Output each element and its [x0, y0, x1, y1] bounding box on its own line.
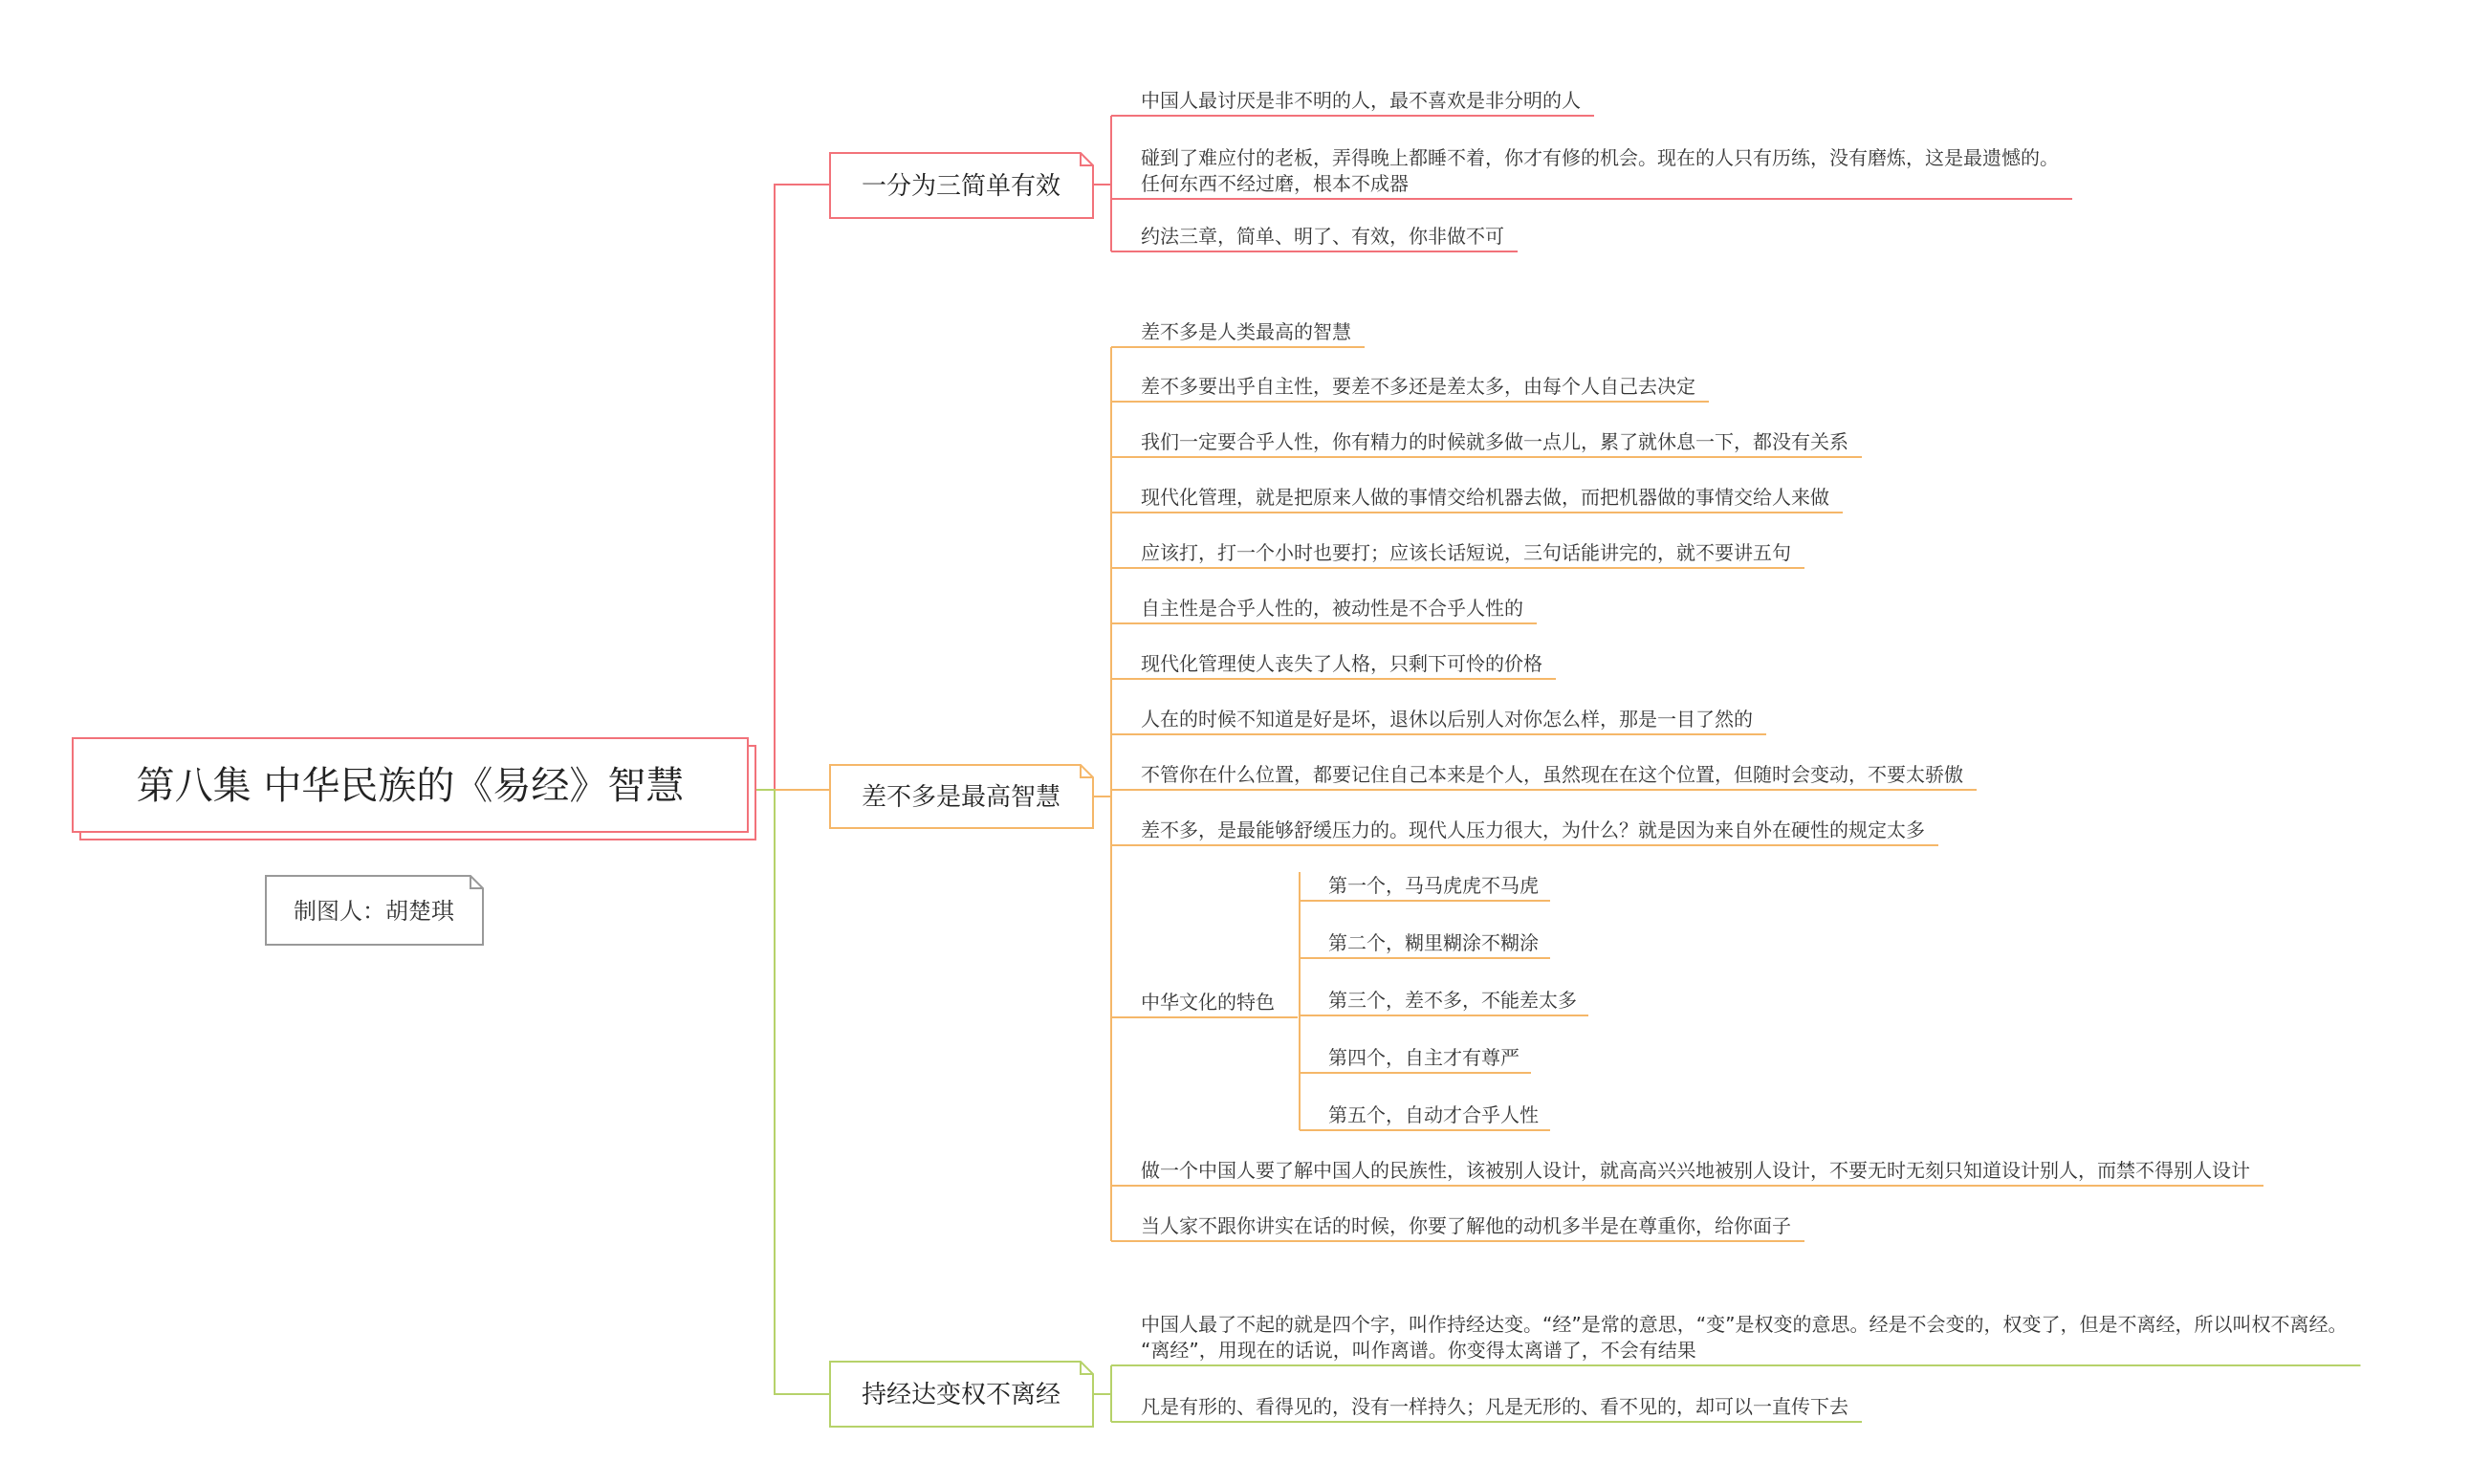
- leaf-text: 现代化管理，就是把原来人做的事情交给机器去做，而把机器做的事情交给人来做: [1141, 486, 1829, 509]
- leaf-child-item[interactable]: [1300, 1046, 1531, 1073]
- leaf-item[interactable]: [1111, 652, 1556, 679]
- leaf-item[interactable]: [1111, 430, 1862, 457]
- leaf-child-item[interactable]: [1300, 931, 1550, 958]
- leaf-text: 做一个中国人要了解中国人的民族性，该被别人设计，就高高兴兴地被别人设计，不要无时无刻只知道设计别人，而禁不得别人设计: [1141, 1159, 2250, 1182]
- branch-1-title: 一分为三简单有效: [861, 172, 1061, 201]
- branch-3-title: 持经达变权不离经: [861, 1381, 1061, 1409]
- leaf-group-label: 中华文化的特色: [1141, 991, 1275, 1014]
- branch-2-leaves: [1093, 320, 2263, 1241]
- leaf-text: 差不多要出乎自主性，要差不多还是差太多，由每个人自己去决定: [1141, 375, 1695, 398]
- leaf-child-text: 第四个，自主才有尊严: [1328, 1046, 1520, 1069]
- leaf-child-text: 第一个，马马虎虎不马虎: [1328, 874, 1539, 897]
- leaf-text: 碰到了难应付的老板，弄得晚上都睡不着，你才有修的机会。现在的人只有历练，没有磨炼，这是最遗憾的。: [1141, 146, 2059, 169]
- leaf-child-text: 第二个，糊里糊涂不糊涂: [1328, 931, 1539, 954]
- leaf-text: 自主性是合乎人性的，被动性是不合乎人性的: [1141, 597, 1523, 620]
- leaf-item[interactable]: [1111, 708, 1766, 734]
- leaf-item[interactable]: [1111, 1313, 2360, 1365]
- leaf-text: 中国人最讨厌是非不明的人，最不喜欢是非分明的人: [1141, 89, 1581, 112]
- root-node[interactable]: [73, 738, 755, 840]
- leaf-text: 任何东西不经过磨，根本不成器: [1141, 172, 1409, 195]
- leaf-text: 差不多，是最能够舒缓压力的。现代人压力很大，为什么？就是因为来自外在硬性的规定太多: [1141, 818, 1925, 841]
- leaf-item[interactable]: [1111, 375, 1709, 402]
- leaf-child-text: 第三个，差不多，不能差太多: [1328, 989, 1577, 1012]
- leaf-text: “离经”，用现在的话说，叫作离谱。你变得太离谱了，不会有结果: [1141, 1339, 1696, 1362]
- leaf-layer: [1093, 89, 2360, 1422]
- leaf-item[interactable]: [1111, 1159, 2263, 1186]
- leaf-item[interactable]: [1111, 541, 1804, 568]
- root-title: 第八集 中华民族的《易经》智慧: [136, 764, 685, 808]
- leaf-item[interactable]: [1111, 225, 1518, 251]
- leaf-child-item[interactable]: [1300, 989, 1588, 1015]
- leaf-item[interactable]: [1111, 872, 1588, 1130]
- author-note[interactable]: [266, 876, 483, 945]
- leaf-text: 我们一定要合乎人性，你有精力的时候就多做一点儿，累了就休息一下，都没有关系: [1141, 430, 1848, 453]
- leaf-item[interactable]: [1111, 89, 1594, 116]
- leaf-child-text: 第五个，自动才合乎人性: [1328, 1103, 1539, 1126]
- leaf-text: 约法三章，简单、明了、有效，你非做不可: [1141, 225, 1504, 248]
- branch-3-leaves: [1093, 1313, 2360, 1422]
- leaf-text: 不管你在什么位置，都要记住自己本来是个人，虽然现在在这个位置，但随时会变动，不要太骄傲: [1141, 763, 1963, 786]
- branch-3[interactable]: [830, 1362, 1093, 1427]
- leaf-item[interactable]: [1111, 146, 2072, 199]
- leaf-item[interactable]: [1111, 1395, 1862, 1422]
- branch-1[interactable]: [830, 153, 1093, 218]
- leaf-text: 人在的时候不知道是好是坏，退休以后别人对你怎么样，那是一目了然的: [1141, 708, 1753, 731]
- branch-1-leaves: [1093, 89, 2072, 251]
- leaf-child-item[interactable]: [1300, 874, 1550, 901]
- branch-2-title: 差不多是最高智慧: [861, 783, 1061, 812]
- author-label: 制图人：胡楚琪: [294, 898, 454, 925]
- branch-2[interactable]: [830, 765, 1093, 828]
- leaf-item[interactable]: [1111, 1214, 1804, 1241]
- leaf-text: 应该打，打一个小时也要打；应该长话短说，三句话能讲完的，就不要讲五句: [1141, 541, 1791, 564]
- leaf-item[interactable]: [1111, 818, 1938, 845]
- leaf-text: 当人家不跟你讲实在话的时候，你要了解他的动机多半是在尊重你，给你面子: [1141, 1214, 1791, 1237]
- leaf-text: 差不多是人类最高的智慧: [1141, 320, 1351, 343]
- leaf-text: 凡是有形的、看得见的，没有一样持久；凡是无形的、看不见的，却可以一直传下去: [1141, 1395, 1848, 1418]
- leaf-text: 现代化管理使人丧失了人格，只剩下可怜的价格: [1141, 652, 1542, 675]
- leaf-item[interactable]: [1111, 763, 1977, 790]
- leaf-child-item[interactable]: [1300, 1103, 1550, 1130]
- leaf-item[interactable]: [1111, 597, 1537, 623]
- leaf-item[interactable]: [1111, 320, 1365, 347]
- leaf-text: 中国人最了不起的就是四个字，叫作持经达变。“经”是常的意思，“变”是权变的意思。经是不会变的，权变了，但是不离经，所以叫权不离经。: [1141, 1313, 2348, 1336]
- leaf-item[interactable]: [1111, 486, 1843, 513]
- connector-root-branch-3: [755, 790, 830, 1394]
- connector-root-branch-1: [755, 185, 830, 790]
- root-connectors: [755, 185, 830, 1394]
